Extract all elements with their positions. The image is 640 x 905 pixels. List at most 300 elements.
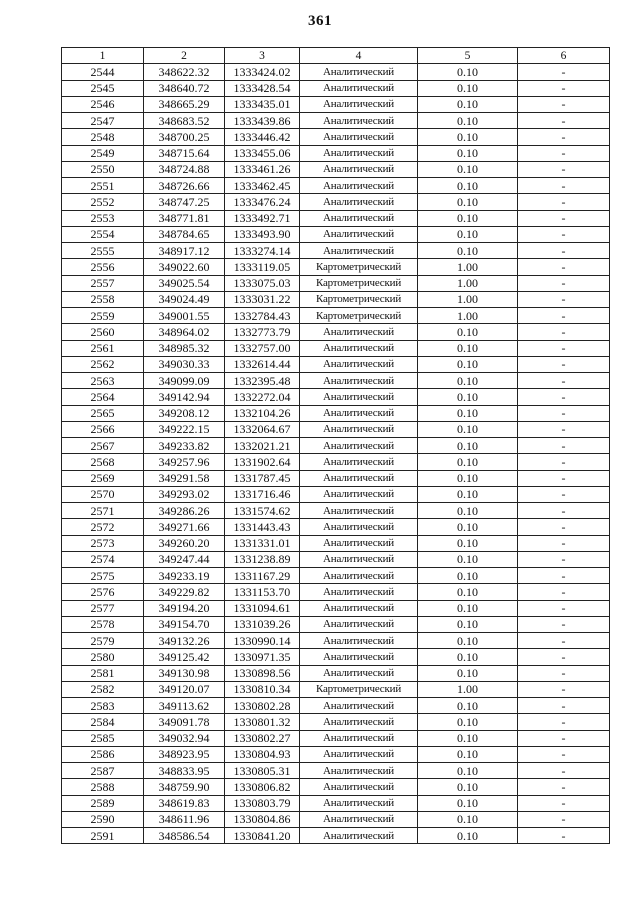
x-coordinate-cell: 348665.29 <box>144 96 225 112</box>
y-coordinate-cell: 1330990.14 <box>225 633 300 649</box>
table-row <box>62 161 610 177</box>
table-row <box>62 210 610 226</box>
method-cell: Аналитический <box>300 373 418 389</box>
y-coordinate-cell: 1332614.44 <box>225 356 300 372</box>
note-cell: - <box>518 161 610 177</box>
coordinates-table <box>61 47 610 844</box>
point-number-cell: 2578 <box>62 616 144 632</box>
accuracy-cell: 0.10 <box>418 568 518 584</box>
method-cell: Аналитический <box>300 454 418 470</box>
point-number-cell: 2572 <box>62 519 144 535</box>
note-cell: - <box>518 340 610 356</box>
note-cell: - <box>518 80 610 96</box>
accuracy-cell: 0.10 <box>418 535 518 551</box>
method-cell: Аналитический <box>300 665 418 681</box>
y-coordinate-cell: 1333455.06 <box>225 145 300 161</box>
table-row <box>62 568 610 584</box>
accuracy-cell: 0.10 <box>418 161 518 177</box>
y-coordinate-cell: 1333461.26 <box>225 161 300 177</box>
table-row <box>62 649 610 665</box>
accuracy-cell: 0.10 <box>418 779 518 795</box>
point-number-cell: 2570 <box>62 486 144 502</box>
method-cell: Аналитический <box>300 633 418 649</box>
table-row <box>62 600 610 616</box>
point-number-cell: 2547 <box>62 113 144 129</box>
note-cell: - <box>518 714 610 730</box>
point-number-cell: 2585 <box>62 730 144 746</box>
point-number-cell: 2552 <box>62 194 144 210</box>
point-number-cell: 2555 <box>62 243 144 259</box>
x-coordinate-cell: 348833.95 <box>144 763 225 779</box>
point-number-cell: 2548 <box>62 129 144 145</box>
accuracy-cell: 0.10 <box>418 80 518 96</box>
accuracy-cell: 0.10 <box>418 210 518 226</box>
method-cell: Аналитический <box>300 129 418 145</box>
table-row <box>62 519 610 535</box>
accuracy-cell: 0.10 <box>418 324 518 340</box>
x-coordinate-cell: 348747.25 <box>144 194 225 210</box>
table-row <box>62 243 610 259</box>
point-number-cell: 2556 <box>62 259 144 275</box>
table-row <box>62 486 610 502</box>
x-coordinate-cell: 349194.20 <box>144 600 225 616</box>
point-number-cell: 2583 <box>62 698 144 714</box>
point-number-cell: 2567 <box>62 438 144 454</box>
table-row <box>62 291 610 307</box>
y-coordinate-cell: 1333031.22 <box>225 291 300 307</box>
table-row <box>62 259 610 275</box>
accuracy-cell: 0.10 <box>418 519 518 535</box>
accuracy-cell: 0.10 <box>418 665 518 681</box>
point-number-cell: 2579 <box>62 633 144 649</box>
method-cell: Аналитический <box>300 649 418 665</box>
accuracy-cell: 0.10 <box>418 470 518 486</box>
x-coordinate-cell: 349233.82 <box>144 438 225 454</box>
accuracy-cell: 0.10 <box>418 389 518 405</box>
note-cell: - <box>518 649 610 665</box>
accuracy-cell: 0.10 <box>418 616 518 632</box>
point-number-cell: 2577 <box>62 600 144 616</box>
point-number-cell: 2582 <box>62 681 144 697</box>
accuracy-cell: 0.10 <box>418 763 518 779</box>
x-coordinate-cell: 348586.54 <box>144 828 225 844</box>
y-coordinate-cell: 1333493.90 <box>225 226 300 242</box>
point-number-cell: 2550 <box>62 161 144 177</box>
table-row <box>62 226 610 242</box>
table-row <box>62 584 610 600</box>
note-cell: - <box>518 811 610 827</box>
table-row <box>62 665 610 681</box>
accuracy-cell: 0.10 <box>418 714 518 730</box>
point-number-cell: 2563 <box>62 373 144 389</box>
accuracy-cell: 0.10 <box>418 811 518 827</box>
y-coordinate-cell: 1333435.01 <box>225 96 300 112</box>
method-cell: Аналитический <box>300 730 418 746</box>
accuracy-cell: 0.10 <box>418 421 518 437</box>
method-cell: Аналитический <box>300 194 418 210</box>
note-cell: - <box>518 486 610 502</box>
y-coordinate-cell: 1330804.93 <box>225 746 300 762</box>
y-coordinate-cell: 1332272.04 <box>225 389 300 405</box>
note-cell: - <box>518 324 610 340</box>
y-coordinate-cell: 1330971.35 <box>225 649 300 665</box>
table-row <box>62 275 610 291</box>
note-cell: - <box>518 421 610 437</box>
table-row <box>62 145 610 161</box>
note-cell: - <box>518 438 610 454</box>
table-row <box>62 795 610 811</box>
point-number-cell: 2551 <box>62 178 144 194</box>
y-coordinate-cell: 1331094.61 <box>225 600 300 616</box>
method-cell: Аналитический <box>300 584 418 600</box>
method-cell: Аналитический <box>300 64 418 80</box>
point-number-cell: 2584 <box>62 714 144 730</box>
method-cell: Аналитический <box>300 340 418 356</box>
table-row <box>62 811 610 827</box>
method-cell: Аналитический <box>300 226 418 242</box>
point-number-cell: 2576 <box>62 584 144 600</box>
note-cell: - <box>518 568 610 584</box>
note-cell: - <box>518 129 610 145</box>
y-coordinate-cell: 1331039.26 <box>225 616 300 632</box>
table-row <box>62 681 610 697</box>
table-row <box>62 438 610 454</box>
method-cell: Аналитический <box>300 746 418 762</box>
method-cell: Аналитический <box>300 145 418 161</box>
note-cell: - <box>518 681 610 697</box>
x-coordinate-cell: 349025.54 <box>144 275 225 291</box>
x-coordinate-cell: 348700.25 <box>144 129 225 145</box>
accuracy-cell: 0.10 <box>418 698 518 714</box>
point-number-cell: 2575 <box>62 568 144 584</box>
note-cell: - <box>518 584 610 600</box>
accuracy-cell: 0.10 <box>418 129 518 145</box>
x-coordinate-cell: 349233.19 <box>144 568 225 584</box>
accuracy-cell: 0.10 <box>418 584 518 600</box>
method-cell: Аналитический <box>300 356 418 372</box>
x-coordinate-cell: 348619.83 <box>144 795 225 811</box>
x-coordinate-cell: 348784.65 <box>144 226 225 242</box>
note-cell: - <box>518 389 610 405</box>
point-number-cell: 2557 <box>62 275 144 291</box>
method-cell: Аналитический <box>300 811 418 827</box>
table-row <box>62 746 610 762</box>
y-coordinate-cell: 1331716.46 <box>225 486 300 502</box>
note-cell: - <box>518 746 610 762</box>
y-coordinate-cell: 1330803.79 <box>225 795 300 811</box>
method-cell: Аналитический <box>300 243 418 259</box>
x-coordinate-cell: 349271.66 <box>144 519 225 535</box>
column-header: 4 <box>300 48 418 64</box>
x-coordinate-cell: 349032.94 <box>144 730 225 746</box>
accuracy-cell: 0.10 <box>418 405 518 421</box>
note-cell: - <box>518 763 610 779</box>
table-row <box>62 340 610 356</box>
y-coordinate-cell: 1333492.71 <box>225 210 300 226</box>
table-row <box>62 194 610 210</box>
x-coordinate-cell: 349113.62 <box>144 698 225 714</box>
y-coordinate-cell: 1333462.45 <box>225 178 300 194</box>
x-coordinate-cell: 348724.88 <box>144 161 225 177</box>
note-cell: - <box>518 275 610 291</box>
table-row <box>62 616 610 632</box>
table-body <box>62 64 610 844</box>
y-coordinate-cell: 1330804.86 <box>225 811 300 827</box>
accuracy-cell: 1.00 <box>418 275 518 291</box>
x-coordinate-cell: 349286.26 <box>144 503 225 519</box>
y-coordinate-cell: 1332757.00 <box>225 340 300 356</box>
x-coordinate-cell: 349154.70 <box>144 616 225 632</box>
point-number-cell: 2566 <box>62 421 144 437</box>
method-cell: Аналитический <box>300 161 418 177</box>
accuracy-cell: 1.00 <box>418 259 518 275</box>
accuracy-cell: 0.10 <box>418 600 518 616</box>
note-cell: - <box>518 178 610 194</box>
accuracy-cell: 0.10 <box>418 194 518 210</box>
point-number-cell: 2569 <box>62 470 144 486</box>
note-cell: - <box>518 503 610 519</box>
point-number-cell: 2558 <box>62 291 144 307</box>
table-row <box>62 389 610 405</box>
x-coordinate-cell: 349293.02 <box>144 486 225 502</box>
note-cell: - <box>518 226 610 242</box>
table-row <box>62 551 610 567</box>
method-cell: Аналитический <box>300 421 418 437</box>
accuracy-cell: 0.10 <box>418 145 518 161</box>
method-cell: Аналитический <box>300 714 418 730</box>
accuracy-cell: 0.10 <box>418 454 518 470</box>
note-cell: - <box>518 730 610 746</box>
accuracy-cell: 0.10 <box>418 828 518 844</box>
column-header: 2 <box>144 48 225 64</box>
x-coordinate-cell: 349001.55 <box>144 308 225 324</box>
table-row <box>62 80 610 96</box>
note-cell: - <box>518 454 610 470</box>
x-coordinate-cell: 349208.12 <box>144 405 225 421</box>
y-coordinate-cell: 1330841.20 <box>225 828 300 844</box>
note-cell: - <box>518 405 610 421</box>
note-cell: - <box>518 96 610 112</box>
y-coordinate-cell: 1332064.67 <box>225 421 300 437</box>
table-row <box>62 308 610 324</box>
y-coordinate-cell: 1333476.24 <box>225 194 300 210</box>
x-coordinate-cell: 349247.44 <box>144 551 225 567</box>
method-cell: Аналитический <box>300 503 418 519</box>
y-coordinate-cell: 1332395.48 <box>225 373 300 389</box>
x-coordinate-cell: 349030.33 <box>144 356 225 372</box>
method-cell: Аналитический <box>300 389 418 405</box>
method-cell: Аналитический <box>300 470 418 486</box>
point-number-cell: 2587 <box>62 763 144 779</box>
method-cell: Аналитический <box>300 80 418 96</box>
column-header: 1 <box>62 48 144 64</box>
x-coordinate-cell: 349091.78 <box>144 714 225 730</box>
x-coordinate-cell: 349099.09 <box>144 373 225 389</box>
accuracy-cell: 0.10 <box>418 243 518 259</box>
y-coordinate-cell: 1330810.34 <box>225 681 300 697</box>
point-number-cell: 2560 <box>62 324 144 340</box>
y-coordinate-cell: 1330805.31 <box>225 763 300 779</box>
note-cell: - <box>518 698 610 714</box>
point-number-cell: 2565 <box>62 405 144 421</box>
table-row <box>62 373 610 389</box>
point-number-cell: 2590 <box>62 811 144 827</box>
method-cell: Аналитический <box>300 763 418 779</box>
x-coordinate-cell: 348640.72 <box>144 80 225 96</box>
point-number-cell: 2573 <box>62 535 144 551</box>
note-cell: - <box>518 470 610 486</box>
method-cell: Аналитический <box>300 600 418 616</box>
x-coordinate-cell: 348917.12 <box>144 243 225 259</box>
point-number-cell: 2588 <box>62 779 144 795</box>
y-coordinate-cell: 1333446.42 <box>225 129 300 145</box>
point-number-cell: 2545 <box>62 80 144 96</box>
point-number-cell: 2580 <box>62 649 144 665</box>
table-row <box>62 535 610 551</box>
y-coordinate-cell: 1331238.89 <box>225 551 300 567</box>
table-row <box>62 763 610 779</box>
accuracy-cell: 0.10 <box>418 373 518 389</box>
accuracy-cell: 1.00 <box>418 308 518 324</box>
method-cell: Аналитический <box>300 551 418 567</box>
note-cell: - <box>518 145 610 161</box>
point-number-cell: 2564 <box>62 389 144 405</box>
method-cell: Картометрический <box>300 681 418 697</box>
accuracy-cell: 0.10 <box>418 340 518 356</box>
point-number-cell: 2559 <box>62 308 144 324</box>
note-cell: - <box>518 308 610 324</box>
note-cell: - <box>518 551 610 567</box>
table-header <box>62 48 610 64</box>
accuracy-cell: 0.10 <box>418 113 518 129</box>
x-coordinate-cell: 349291.58 <box>144 470 225 486</box>
x-coordinate-cell: 348715.64 <box>144 145 225 161</box>
y-coordinate-cell: 1330802.28 <box>225 698 300 714</box>
accuracy-cell: 0.10 <box>418 730 518 746</box>
note-cell: - <box>518 535 610 551</box>
y-coordinate-cell: 1332773.79 <box>225 324 300 340</box>
accuracy-cell: 0.10 <box>418 178 518 194</box>
note-cell: - <box>518 210 610 226</box>
method-cell: Аналитический <box>300 519 418 535</box>
x-coordinate-cell: 348759.90 <box>144 779 225 795</box>
x-coordinate-cell: 349024.49 <box>144 291 225 307</box>
y-coordinate-cell: 1331574.62 <box>225 503 300 519</box>
method-cell: Аналитический <box>300 178 418 194</box>
method-cell: Аналитический <box>300 113 418 129</box>
table-row <box>62 779 610 795</box>
point-number-cell: 2586 <box>62 746 144 762</box>
method-cell: Картометрический <box>300 259 418 275</box>
point-number-cell: 2589 <box>62 795 144 811</box>
note-cell: - <box>518 795 610 811</box>
note-cell: - <box>518 665 610 681</box>
note-cell: - <box>518 64 610 80</box>
y-coordinate-cell: 1330802.27 <box>225 730 300 746</box>
x-coordinate-cell: 349229.82 <box>144 584 225 600</box>
table-row <box>62 454 610 470</box>
method-cell: Аналитический <box>300 535 418 551</box>
point-number-cell: 2554 <box>62 226 144 242</box>
table-row <box>62 96 610 112</box>
table-row <box>62 178 610 194</box>
table-row <box>62 698 610 714</box>
note-cell: - <box>518 356 610 372</box>
point-number-cell: 2591 <box>62 828 144 844</box>
accuracy-cell: 0.10 <box>418 503 518 519</box>
y-coordinate-cell: 1333428.54 <box>225 80 300 96</box>
y-coordinate-cell: 1331331.01 <box>225 535 300 551</box>
x-coordinate-cell: 349125.42 <box>144 649 225 665</box>
table-row <box>62 129 610 145</box>
method-cell: Аналитический <box>300 438 418 454</box>
column-header: 6 <box>518 48 610 64</box>
point-number-cell: 2581 <box>62 665 144 681</box>
table-row <box>62 64 610 80</box>
x-coordinate-cell: 349120.07 <box>144 681 225 697</box>
y-coordinate-cell: 1333424.02 <box>225 64 300 80</box>
method-cell: Аналитический <box>300 324 418 340</box>
note-cell: - <box>518 113 610 129</box>
table-row <box>62 421 610 437</box>
y-coordinate-cell: 1330806.82 <box>225 779 300 795</box>
y-coordinate-cell: 1333439.86 <box>225 113 300 129</box>
page-number: 361 <box>308 13 332 29</box>
note-cell: - <box>518 616 610 632</box>
x-coordinate-cell: 348923.95 <box>144 746 225 762</box>
accuracy-cell: 1.00 <box>418 681 518 697</box>
y-coordinate-cell: 1331902.64 <box>225 454 300 470</box>
x-coordinate-cell: 348771.81 <box>144 210 225 226</box>
table-row <box>62 324 610 340</box>
y-coordinate-cell: 1332104.26 <box>225 405 300 421</box>
accuracy-cell: 1.00 <box>418 291 518 307</box>
method-cell: Аналитический <box>300 616 418 632</box>
header-row <box>62 48 610 64</box>
method-cell: Аналитический <box>300 828 418 844</box>
accuracy-cell: 0.10 <box>418 795 518 811</box>
column-header: 5 <box>418 48 518 64</box>
accuracy-cell: 0.10 <box>418 356 518 372</box>
note-cell: - <box>518 243 610 259</box>
table-row <box>62 405 610 421</box>
note-cell: - <box>518 600 610 616</box>
x-coordinate-cell: 348985.32 <box>144 340 225 356</box>
x-coordinate-cell: 349260.20 <box>144 535 225 551</box>
table-row <box>62 714 610 730</box>
y-coordinate-cell: 1331167.29 <box>225 568 300 584</box>
point-number-cell: 2546 <box>62 96 144 112</box>
accuracy-cell: 0.10 <box>418 551 518 567</box>
x-coordinate-cell: 349222.15 <box>144 421 225 437</box>
x-coordinate-cell: 349257.96 <box>144 454 225 470</box>
table-row <box>62 470 610 486</box>
method-cell: Аналитический <box>300 96 418 112</box>
accuracy-cell: 0.10 <box>418 438 518 454</box>
note-cell: - <box>518 291 610 307</box>
method-cell: Картометрический <box>300 291 418 307</box>
x-coordinate-cell: 348964.02 <box>144 324 225 340</box>
point-number-cell: 2562 <box>62 356 144 372</box>
point-number-cell: 2574 <box>62 551 144 567</box>
method-cell: Аналитический <box>300 486 418 502</box>
note-cell: - <box>518 373 610 389</box>
x-coordinate-cell: 349132.26 <box>144 633 225 649</box>
point-number-cell: 2549 <box>62 145 144 161</box>
y-coordinate-cell: 1331787.45 <box>225 470 300 486</box>
x-coordinate-cell: 349142.94 <box>144 389 225 405</box>
x-coordinate-cell: 348726.66 <box>144 178 225 194</box>
